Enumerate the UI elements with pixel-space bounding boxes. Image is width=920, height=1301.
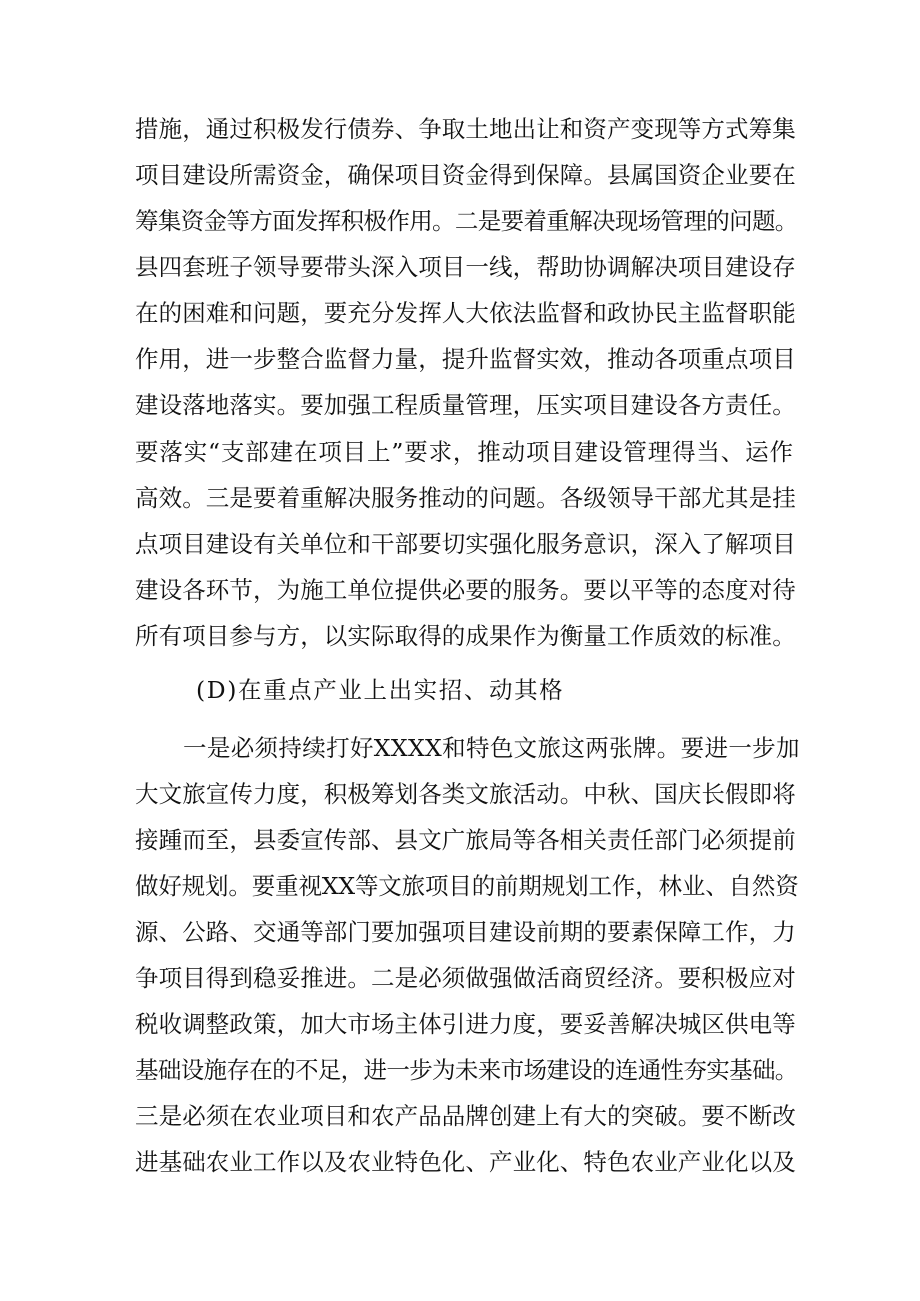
paragraph-1-line-12: 所有项目参与方，以实际取得的成果作为衡量工作质效的标准。 <box>135 622 796 650</box>
paragraph-1-line-7: 建设落地落实。要加强工程质量管理，压实项目建设各方责任。 <box>135 391 796 419</box>
paragraph-2-line-5: 源、公路、交通等部门要加强项目建设前期的要素保障工作，力 <box>135 918 796 946</box>
paragraph-2-line-6: 争项目得到稳妥推进。二是必须做强做活商贸经济。要积极应对 <box>135 964 796 992</box>
paragraph-1-line-1: 措施，通过积极发行债券、争取土地出让和资产变现等方式筹集 <box>135 115 796 143</box>
paragraph-1-line-11: 建设各环节，为施工单位提供必要的服务。要以平等的态度对待 <box>135 576 796 604</box>
paragraph-2-line-2: 大文旅宣传力度，积极筹划各类文旅活动。中秋、国庆长假即将 <box>135 780 796 808</box>
paragraph-2-line-8: 基础设施存在的不足，进一步为未来市场建设的连通性夯实基础。 <box>135 1056 798 1084</box>
paragraph-1-line-10: 点项目建设有关单位和干部要切实强化服务意识，深入了解项目 <box>135 530 796 558</box>
paragraph-2-line-7: 税收调整政策，加大市场主体引进力度，要妥善解决城区供电等 <box>135 1010 796 1038</box>
paragraph-1-line-8: 要落实“支部建在项目上”要求，推动项目建设管理得当、运作 <box>135 438 794 466</box>
paragraph-2-line-4: 做好规划。要重视XX等文旅项目的前期规划工作，林业、自然资 <box>135 872 799 900</box>
paragraph-2-line-3: 接踵而至，县委宣传部、县文广旅局等各相关责任部门必须提前 <box>135 826 796 854</box>
paragraph-2-line-10: 进基础农业工作以及农业特色化、产业化、特色农业产业化以及 <box>135 1148 796 1176</box>
section-heading: (D)在重点产业上出实招、动其格 <box>196 676 565 704</box>
paragraph-2-line-9: 三是必须在农业项目和农产品品牌创建上有大的突破。要不断改 <box>135 1102 796 1130</box>
paragraph-1-line-9: 高效。三是要着重解决服务推动的问题。各级领导干部尤其是挂 <box>135 484 796 512</box>
paragraph-1-line-5: 在的困难和问题，要充分发挥人大依法监督和政协民主监督职能 <box>135 299 796 327</box>
paragraph-1-line-6: 作用，进一步整合监督力量，提升监督实效，推动各项重点项目 <box>135 345 796 373</box>
paragraph-1-line-2: 项目建设所需资金，确保项目资金得到保障。县属国资企业要在 <box>135 161 796 189</box>
paragraph-1-line-4: 县四套班子领导要带头深入项目一线，帮助协调解决项目建设存 <box>135 253 796 281</box>
paragraph-2-line-1: 一是必须持续打好XXXX和特色文旅这两张牌。要进一步加 <box>183 734 800 762</box>
paragraph-1-line-3: 筹集资金等方面发挥积极作用。二是要着重解决现场管理的问题。 <box>135 207 798 235</box>
